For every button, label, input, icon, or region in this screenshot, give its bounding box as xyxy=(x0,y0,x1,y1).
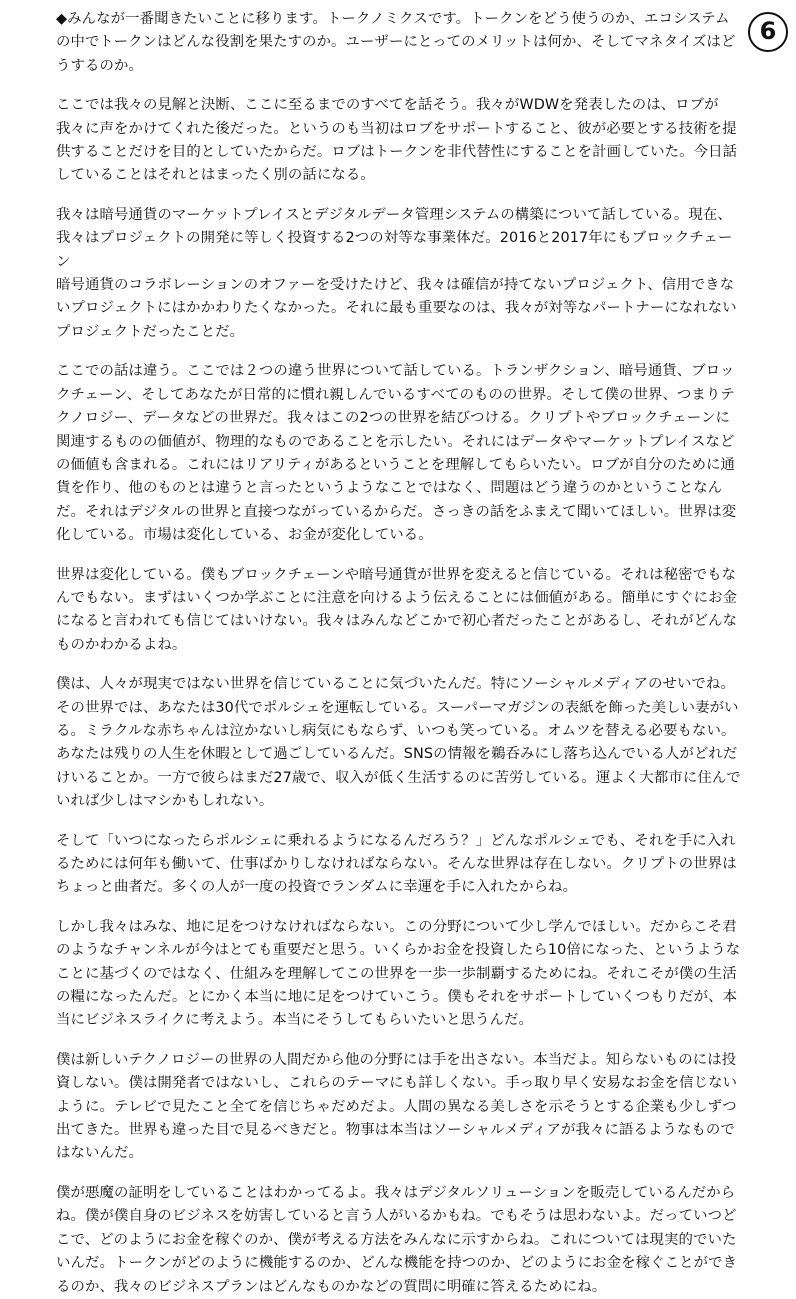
paragraph-business-plan: 僕が悪魔の証明をしていることはわかってるよ。我々はデジタルソリューションを販売しているんだから ね。僕が僕自身のビジネスを妨害していると言う人がいるかもね。でもそうは思わないよ。だっていつど こで、どのようにお金を稼ぐのか、僕が考える方法をみんなに示すからね。これについては現実的でいた いんだ。トークンがどのように機能するのか、どんな機能を持つのか、どのようにお金を稼ぐことができ るのか、我々のビジネスプランはどんなものかなどの質問に明確に答えるためにね。 xyxy=(56,1184,738,1295)
paragraph-wdw-announcement: ここでは我々の見解と決断、ここに至るまでのすべてを話そう。我々がWDWを発表したのは、ロブが 我々に声をかけてくれた後だった。というのも当初はロブをサポートすること、彼が必要とする技術を提 供することだけを目的としていたからだ。ロブはトークンを非代替性にすることを計画していた。今日話 していることはそれとはまったく別の話になる。 xyxy=(56,97,738,184)
paragraph-marketplace: 我々は暗号通貨のマーケットプレイスとデジタルデータ管理システムの構築について話している。現在、 我々はプロジェクトの開発に等しく投資する2つの対等な事業体だ。2016と2017年にもブロックチェーン 暗号通貨のコラボレーションのオファーを受けたけど、我々は確信が持てないプロジェクト、信用できな いプロジェクトにはかかわりたくなかった。それに最も重要なのは、我々が対等なパートナーになれない プロジェクトだったことだ。 xyxy=(56,206,737,340)
paragraph-porsche: そして「いつになったらポルシェに乗れるようになるんだろう？」どんなポルシェでも、それを手に入れ るためには何年も働いて、仕事ばかりしなければならない。そんな世界は存在しない。クリプトの世界は ちょっと曲者だ。多くの人が一度の投資でランダムに幸運を手に入れたからね。 xyxy=(56,832,737,896)
paragraph-grounded: しかし我々はみな、地に足をつけなければならない。この分野について少し学んでほしい。だからこそ君 のようなチャンネルが今はとても重要だと思う。いくらかお金を投資したら10倍になった、というような ことに基づくのではなく、仕組みを理解してこの世界を一歩一歩制覇するためにね。それこそが僕の生活 の糧になったんだ。とにかく本当に地に足をつけていこう。僕もそれをサポートしていくつもりだが、本 当にビジネスライクに考えよう。本当にそうしてもらいたいと思うんだ。 xyxy=(56,918,741,1029)
paragraph-new-technology: 僕は新しいテクノロジーの世界の人間だから他の分野には手を出さない。本当だよ。知らないものには投 資しない。僕は開発者ではないし、これらのテーマにも詳しくない。手っ取り早く安易なお金を信じない ように。テレビで見たこと全てを信じちゃだめだよ。人間の異なる美しさを示そうとする企業も少しずつ 出てきた。世界も違った目で見るべきだと。物事は本当はソーシャルメディアが我々に語るようなもので はないんだ。 xyxy=(56,1051,738,1162)
paragraph-social-media: 僕は、人々が現実ではない世界を信じていることに気づいたんだ。特にソーシャルメディアのせいでね。 その世界では、あなたは30代でポルシェを運転している。スーパーマガジンの表紙を飾った美しい妻がい る。ミラクルな赤ちゃんは泣かないし病気にもならず、いつも笑っている。オムツを替える必要もない。 あなたは残りの人生を休暇として過ごしているんだ。SNSの情報を鵜呑みにし落ち込んでいる人がどれだ けいることか。一方で彼らはまだ27歳で、収入が低く生活するのに苦労している。運よく大都市に住んで いれば少しはマシかもしれない。 xyxy=(56,676,741,810)
paragraph-two-worlds: ここでの話は違う。ここでは２つの違う世界について話している。トランザクション、暗号通貨、ブロッ クチェーン、そしてあなたが日常的に慣れ親しんでいるすべてのものの世界。そして僕の世界、つまりテ クノロジー、データなどの世界だ。我々はこの2つの世界を結びつける。クリプトやブロックチェーンに 関連するものの価値が、物理的なものであることを示したい。それにはデータやマーケットプレイスなど の価値も含まれる。これにはリアリティがあるということを理解してもらいたい。ロブが自分のために通 貨を作り、他のものとは違うと言ったというようなことではなく、問題はどう違うのかということなん だ。それはデジタルの世界と直接つながっているからだ。さっきの話をふまえて聞いてほしい。世界は変 化している。市場は変化している、お金が変化している。 xyxy=(56,363,737,544)
paragraph-tokenomics-intro: ◆みんなが一番聞きたいことに移ります。トークノミクスです。トークンをどう使うのか、エコシステム の中でトークンはどんな役割を果たすのか。ユーザーにとってのメリットは何か、そしてマネタイズはど うするのか。 xyxy=(56,11,736,74)
page-number-badge: 6 xyxy=(748,12,788,52)
paragraph-world-changing: 世界は変化している。僕もブロックチェーンや暗号通貨が世界を変えると信じている。それは秘密でもな んでもない。まずはいくつか学ぶことに注意を向けるよう伝えることには価値がある。簡単にすぐにお金 になると言われても信じてはいけない。我々はみんなどこかで初心者だったことがあるし、それがどんな ものかわかるよね。 xyxy=(56,566,738,653)
